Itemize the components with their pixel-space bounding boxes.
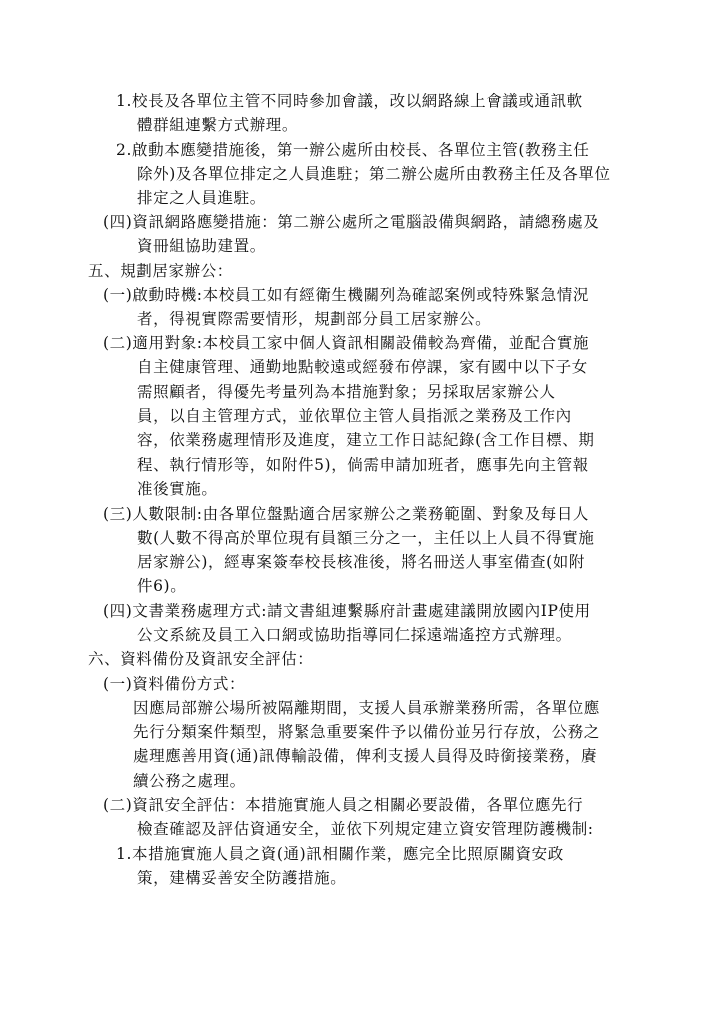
text-line: 公文系統及員工入口網或協助指導同仁採遠端遙控方式辦理。 — [137, 626, 572, 644]
text-line: 2.啟動本應變措施後，第一辦公處所由校長、各單位主管(教務主任 — [116, 141, 590, 159]
text-line: 處理應善用資(通)訊傳輸設備，俾利支援人員得及時銜接業務，賡 — [133, 747, 598, 765]
text-line: 件6)。 — [137, 577, 187, 595]
text-line: 者，得視實際需要情形，規劃部分員工居家辦公。 — [137, 310, 492, 328]
text-line: (二)適用對象:本校員工家中個人資訊相關設備較為齊備，並配合實施 — [103, 334, 590, 352]
text-line: 策，建構妥善安全防護措施。 — [137, 869, 347, 887]
text-line: 檢查確認及評估資通安全，並依下列規定建立資安管理防護機制: — [137, 820, 594, 838]
text-line: 數(人數不得高於單位現有員額三分之一，主任以上人員不得實施 — [137, 529, 595, 547]
text-line: 1.本措施實施人員之資(通)訊相關作業，應完全比照原關資安政 — [116, 845, 564, 863]
text-line: 准後實施。 — [137, 480, 218, 498]
text-line: 1.校長及各單位主管不同時參加會議，改以網路線上會議或通訊軟 — [116, 92, 583, 110]
text-line: 體群組連繫方式辦理。 — [137, 116, 299, 134]
text-line: (一)啟動時機:本校員工如有經衛生機關列為確認案例或特殊緊急情況 — [103, 286, 590, 304]
text-line: 因應局部辦公場所被隔離期間，支援人員承辦業務所需，各單位應 — [133, 699, 600, 717]
text-line: 自主健康管理、通勤地點較遠或經發布停課，家有國中以下子女 — [137, 358, 588, 376]
text-line: 容，依業務處理情形及進度，建立工作日誌紀錄(含工作目標、期 — [137, 431, 595, 449]
text-line: (二)資訊安全評估：本措施實施人員之相關必要設備，各單位應先行 — [103, 796, 584, 814]
text-line: 除外)及各單位排定之人員進駐；第二辦公處所由教務主任及各單位 — [137, 165, 611, 183]
text-line: 員，以自主管理方式，並依單位主管人員指派之業務及工作內 — [137, 407, 572, 425]
text-line: 資冊組協助建置。 — [137, 237, 266, 255]
section-heading: 五、規劃居家辦公： — [88, 262, 233, 280]
text-line: 程、執行情形等，如附件5)，倘需申請加班者，應事先向主管報 — [137, 456, 589, 474]
text-line: (四)資訊網路應變措施：第二辦公處所之電腦設備與網路，請總務處及 — [103, 213, 600, 231]
text-line: 先行分類案件類型，將緊急重要案件予以備份並另行存放，公務之 — [133, 723, 600, 741]
text-line: 續公務之處理。 — [133, 772, 246, 790]
section-heading: 六、資料備份及資訊安全評估： — [88, 650, 314, 668]
text-line: 需照顧者，得優先考量列為本措施對象；另採取居家辦公人 — [137, 383, 556, 401]
text-line: (三)人數限制:由各單位盤點適合居家辦公之業務範圍、對象及每日人 — [103, 505, 590, 523]
text-line: (四)文書業務處理方式:請文書組連繫縣府計畫處建議開放國內IP使用 — [103, 602, 591, 620]
text-line: (一)資料備份方式： — [103, 675, 246, 693]
text-line: 居家辦公)，經專案簽奉校長核准後，將名冊送人事室備查(如附 — [137, 553, 585, 571]
text-line: 排定之人員進駐。 — [137, 189, 266, 207]
